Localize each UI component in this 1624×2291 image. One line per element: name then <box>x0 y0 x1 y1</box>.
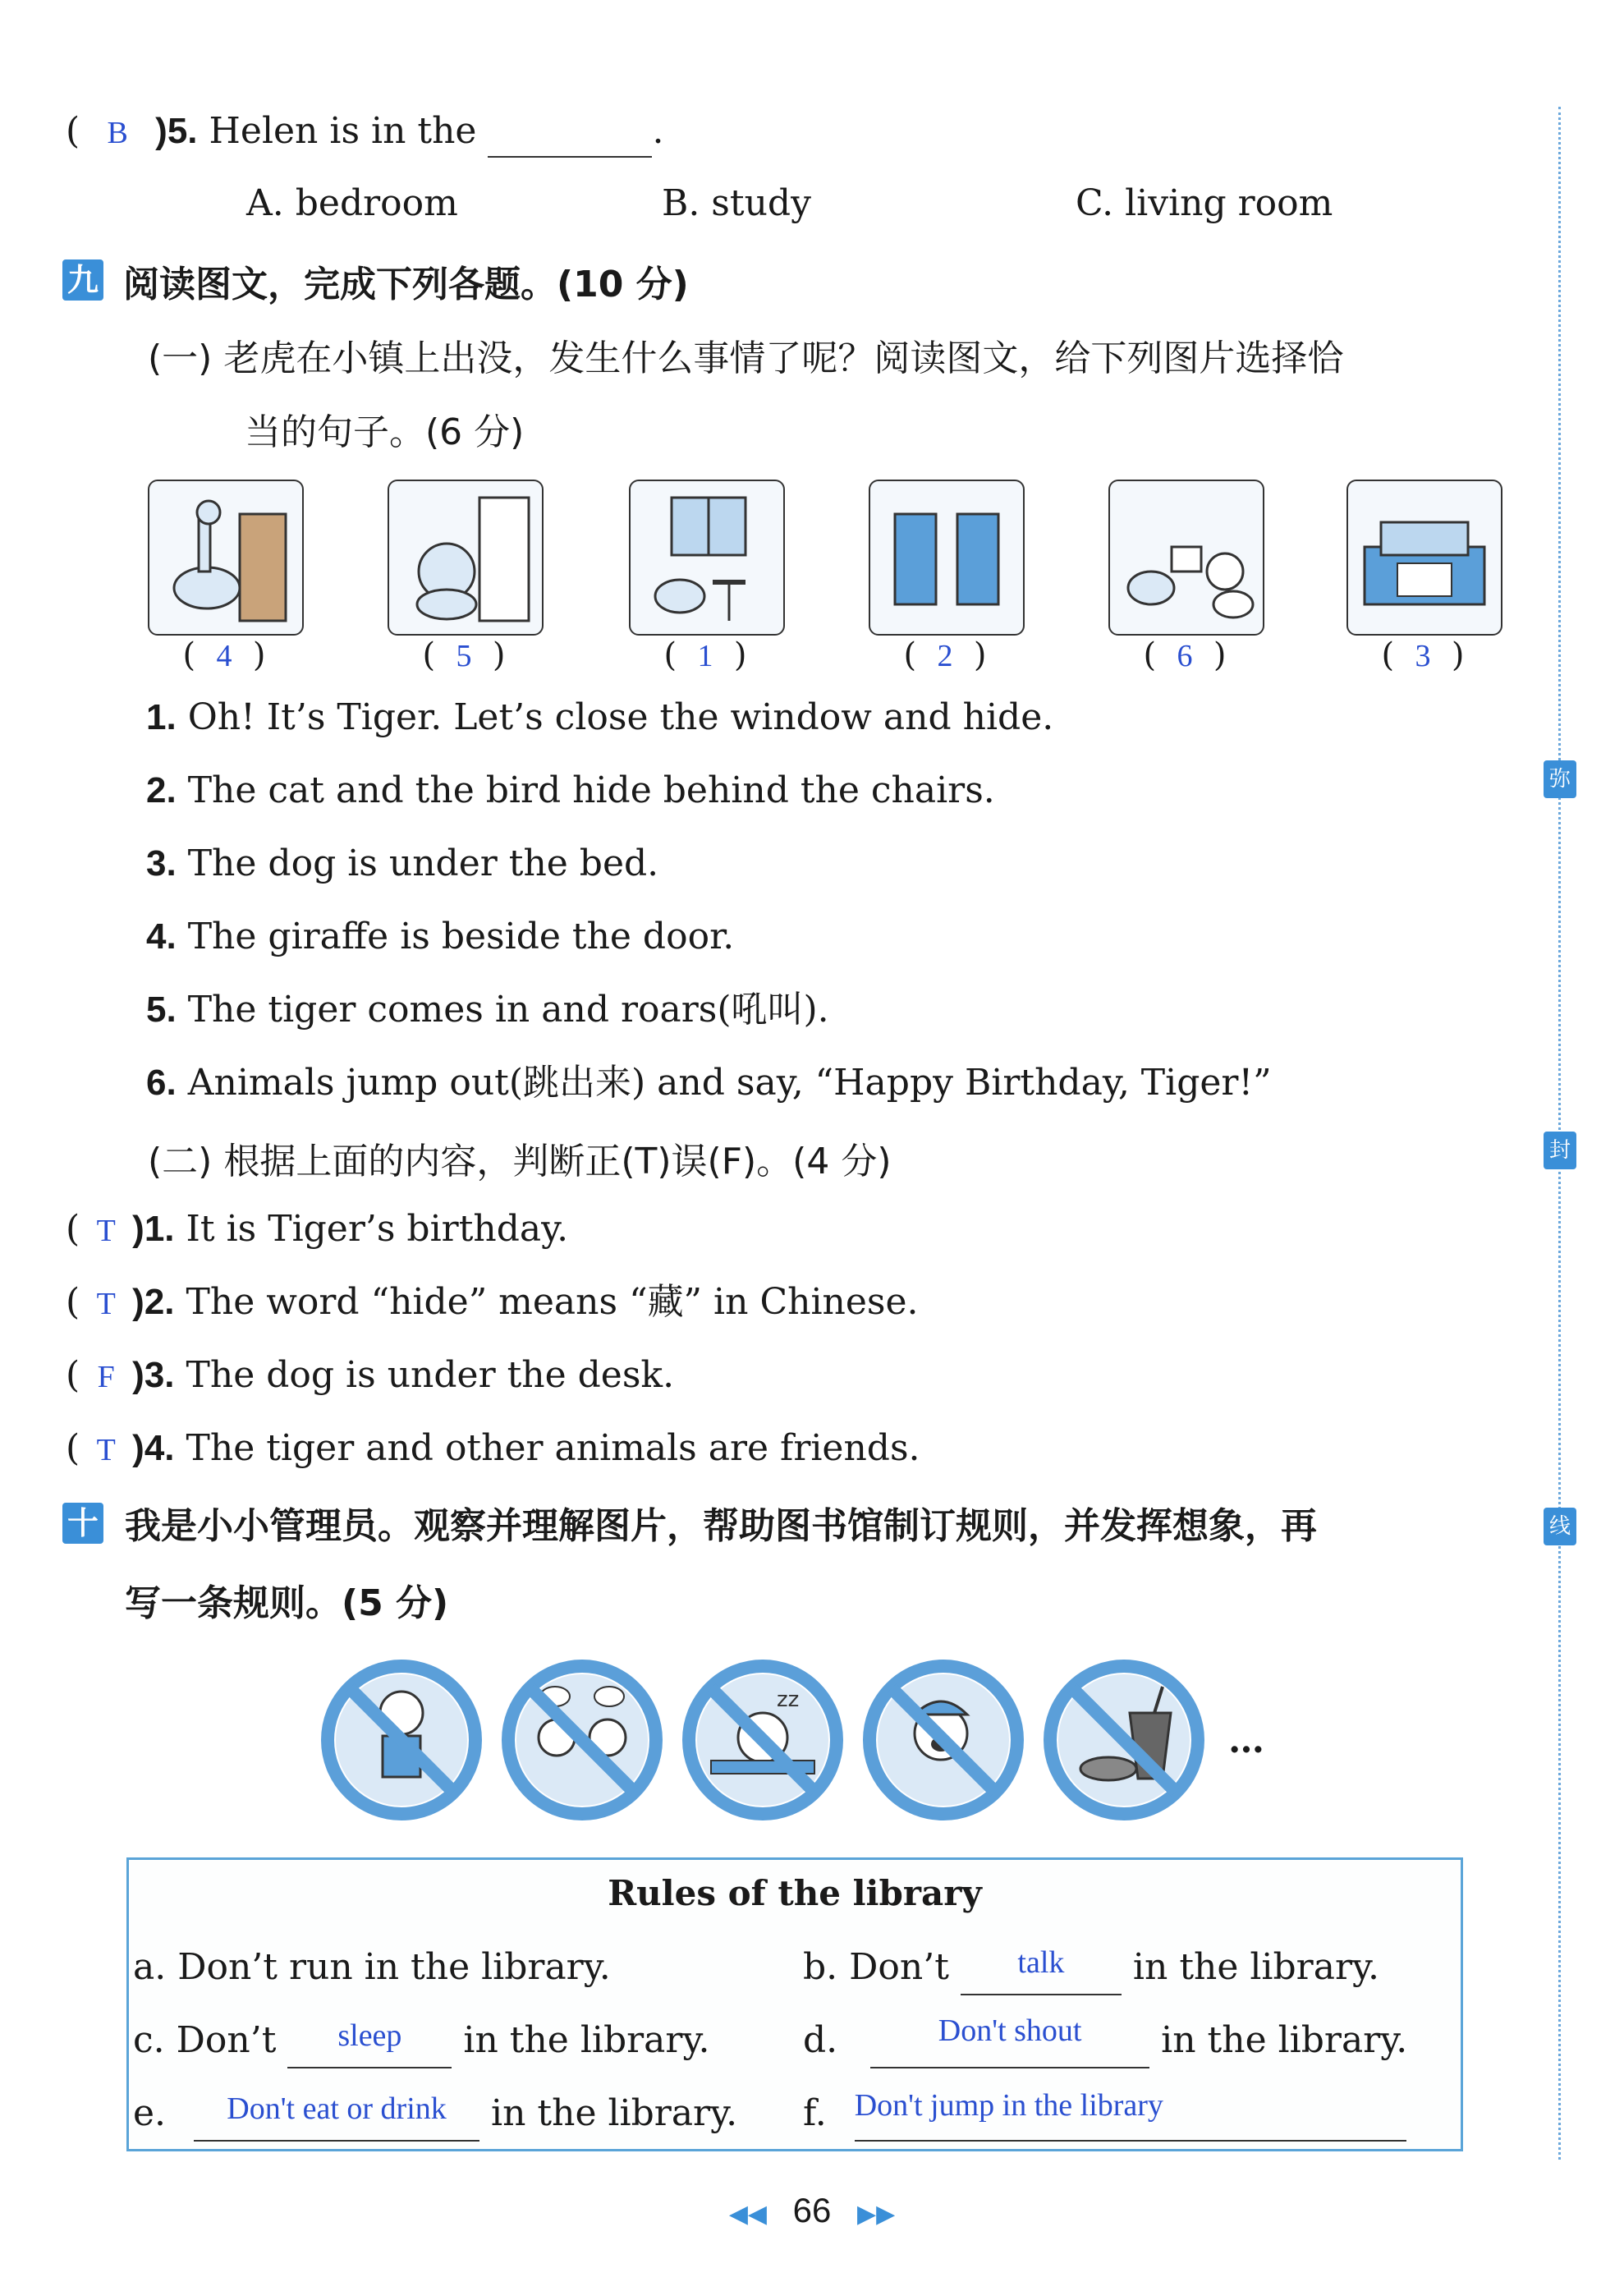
more-signs-ellipsis: … <box>1228 1719 1264 1761</box>
prev-page-arrows-icon: ◀◀ <box>728 2201 767 2228</box>
section-10-title-line1: 我是小小管理员。观察并理解图片，帮助图书馆制订规则，并发挥想象，再 <box>125 1505 1317 1547</box>
sentence-1: 1. Oh! It’s Tiger. Let’s close the window and hide. <box>146 696 1054 738</box>
question-5: ( B )5. Helen is in the . <box>66 107 663 158</box>
no-talking-sign-icon <box>498 1655 667 1825</box>
section-10-title-line2: 写一条规则。(5 分) <box>125 1582 449 1624</box>
picture-5-answer: ( 6 ) <box>1143 636 1227 674</box>
part1-instruction-line1: (一) 老虎在小镇上出没，发生什么事情了呢？阅读图文，给下列图片选择恰 <box>148 337 1344 379</box>
picture-1-giraffe-door <box>148 480 304 636</box>
rule-a: a. Don’t run in the library. <box>133 1946 611 1988</box>
tf-4: ( T )4. The tiger and other animals are friends. <box>66 1427 920 1469</box>
picture-4-chairs <box>869 480 1025 636</box>
section-9-title: 阅读图文，完成下列各题。(10 分) <box>123 264 689 305</box>
rule-f-blank: Don't jump in the library <box>855 2089 1406 2142</box>
picture-2-tiger-door <box>388 480 544 636</box>
picture-2-answer: ( 5 ) <box>422 636 506 674</box>
sentence-4: 4. The giraffe is beside the door. <box>146 916 735 957</box>
section-9-badge: 九 <box>62 259 103 301</box>
blank <box>488 107 652 158</box>
no-running-sign-icon <box>317 1655 486 1825</box>
rule-f: f. Don't jump in the library <box>803 2089 1406 2142</box>
side-tab-xian: 线 <box>1544 1508 1576 1545</box>
side-tab-feng: 封 <box>1544 1132 1576 1169</box>
sentence-6: 6. Animals jump out(跳出来) and say, “Happy Birthday, Tiger!” <box>146 1062 1272 1104</box>
sentence-2: 2. The cat and the bird hide behind the chairs. <box>146 769 995 811</box>
no-food-drink-sign-icon <box>1039 1655 1209 1825</box>
picture-6-answer: ( 3 ) <box>1381 636 1465 674</box>
option-a: A. bedroom <box>246 182 458 224</box>
picture-4-answer: ( 2 ) <box>903 636 987 674</box>
picture-6-bed <box>1346 480 1502 636</box>
tf-2: ( T )2. The word “hide” means “藏” in Chinese. <box>66 1281 919 1323</box>
rule-c-blank: sleep <box>287 2016 452 2068</box>
sentence-3: 3. The dog is under the bed. <box>146 842 659 884</box>
option-c: C. living room <box>1076 182 1333 224</box>
page-number: 66 <box>792 2191 832 2229</box>
picture-3-window <box>629 480 785 636</box>
rule-d: d. Don't shout in the library. <box>803 2016 1407 2068</box>
side-tab-mi: 弥 <box>1544 760 1576 798</box>
picture-1-answer: ( 4 ) <box>182 636 266 674</box>
option-b: B. study <box>662 182 811 224</box>
next-page-arrows-icon: ▶▶ <box>857 2201 896 2228</box>
answer-q5: B <box>107 116 128 150</box>
page-footer <box>0 2191 1624 2230</box>
rules-title: Rules of the library <box>608 1873 982 1913</box>
no-shouting-sign-icon <box>859 1655 1028 1825</box>
svg-text:zz: zz <box>777 1687 800 1712</box>
tf-3: ( F )3. The dog is under the desk. <box>66 1354 675 1396</box>
rule-c: c. Don’t sleep in the library. <box>133 2016 709 2068</box>
rule-b-blank: talk <box>961 1943 1122 1995</box>
no-sleeping-sign-icon <box>678 1655 847 1825</box>
picture-5-party <box>1108 480 1264 636</box>
part1-instruction-line2: 当的句子。(6 分) <box>245 411 525 453</box>
rule-e: e. Don't eat or drink in the library. <box>133 2089 737 2142</box>
tf-1: ( T )1. It is Tiger’s birthday. <box>66 1208 569 1250</box>
section-10-badge: 十 <box>62 1503 103 1544</box>
sentence-5: 5. The tiger comes in and roars(吼叫). <box>146 989 829 1031</box>
rule-b: b. Don’t talk in the library. <box>803 1943 1379 1995</box>
rule-d-blank: Don't shout <box>870 2016 1149 2068</box>
rule-e-blank: Don't eat or drink <box>194 2089 479 2142</box>
part2-instruction: (二) 根据上面的内容，判断正(T)误(F)。(4 分) <box>148 1141 892 1182</box>
picture-3-answer: ( 1 ) <box>663 636 747 674</box>
